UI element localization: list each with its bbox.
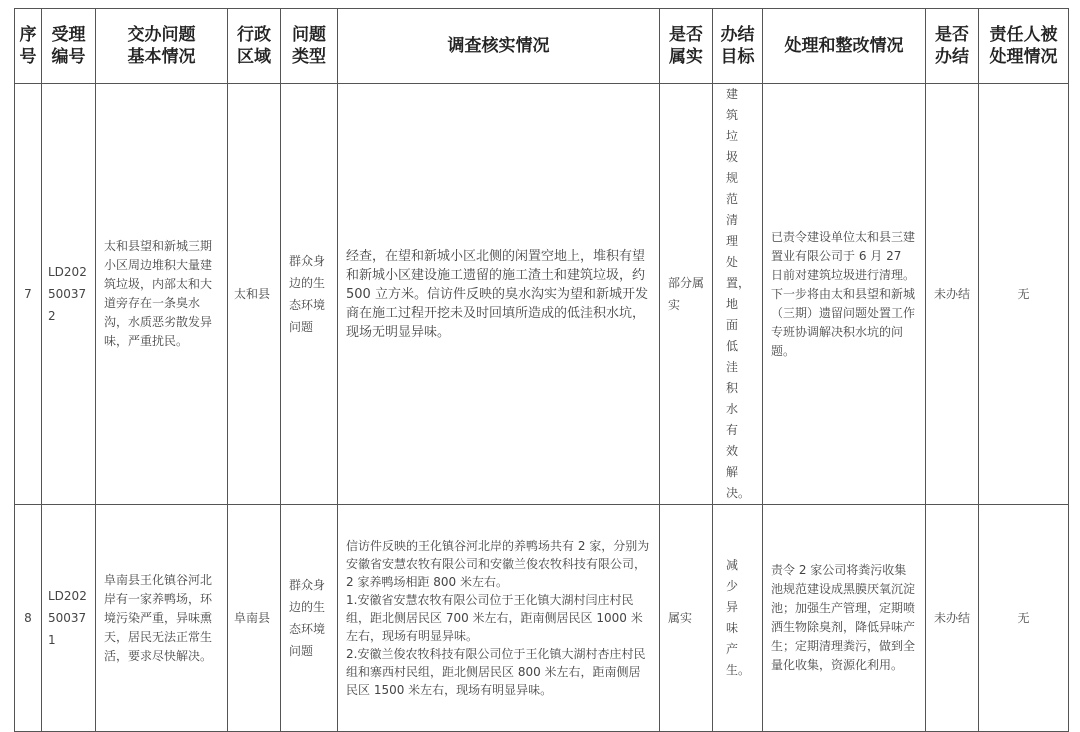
cell-rectification: 已责令建设单位太和县三建置业有限公司于 6 月 27 日前对建筑垃圾进行清理。下一步将由太和县望和新城（三期）遗留问题处置工作专班协调解决积水坑的问题。 — [763, 84, 926, 505]
cell-goal: 建筑垃圾规范清理处置，地面低洼积水有效解决。 — [713, 84, 763, 505]
table-row — [15, 84, 1069, 505]
header-id: 受理编号 — [42, 9, 96, 84]
header-completed: 是否办结 — [926, 9, 979, 84]
cell-completed: 未办结 — [926, 84, 979, 505]
header-row — [15, 9, 1069, 84]
header-goal: 办结目标 — [713, 9, 763, 84]
header-issue: 交办问题基本情况 — [96, 9, 228, 84]
header-region: 行政区域 — [228, 9, 281, 84]
header-punished: 责任人被处理情况 — [979, 9, 1069, 84]
cell-rectification: 责令 2 家公司将粪污收集池规范建设成黑膜厌氧沉淀池；加强生产管理，定期喷洒生物除臭剂，降低异味产生；定期清理粪污，做到全量化收集，资源化利用。 — [763, 505, 926, 732]
cell-completed: 未办结 — [926, 505, 979, 732]
complaint-table — [14, 8, 1069, 732]
cell-type: 群众身边的生态环境问题 — [281, 505, 338, 732]
cell-seq: 7 — [15, 84, 42, 505]
cell-region: 太和县 — [228, 84, 281, 505]
header-investigation: 调查核实情况 — [338, 9, 660, 84]
cell-issue: 太和县望和新城三期小区周边堆积大量建筑垃圾，内部太和大道旁存在一条臭水沟，水质恶劣散发异味，严重扰民。 — [96, 84, 228, 505]
cell-punished: 无 — [979, 84, 1069, 505]
table-row — [15, 505, 1069, 732]
cell-id: LD20250037 1 — [42, 505, 96, 732]
cell-verified: 属实 — [660, 505, 713, 732]
cell-investigation: 经查，在望和新城小区北侧的闲置空地上，堆积有望和新城小区建设施工遗留的施工渣土和建筑垃圾，约 500 立方米。信访件反映的臭水沟实为望和新城开发商在施工过程开挖未及时回填所造成的低洼积水坑，现场无明显异味。 — [338, 84, 660, 505]
cell-seq: 8 — [15, 505, 42, 732]
header-seq: 序号 — [15, 9, 42, 84]
cell-id: LD20250037 2 — [42, 84, 96, 505]
cell-region: 阜南县 — [228, 505, 281, 732]
header-type: 问题类型 — [281, 9, 338, 84]
cell-type: 群众身边的生态环境问题 — [281, 84, 338, 505]
investigation-para: 信访件反映的王化镇谷河北岸的养鸭场共有 2 家，分别为安徽省安慧农牧有限公司和安徽兰俊农牧科技有限公司，2 家养鸭场相距 800 米左右。 — [346, 539, 650, 589]
investigation-para: 1.安徽省安慧农牧有限公司位于王化镇大湖村闫庄村民组，距北侧居民区 700 米左右，距南侧居民区 1000 米左右，现场有明显异味。 — [346, 593, 643, 643]
cell-issue: 阜南县王化镇谷河北岸有一家养鸭场，环境污染严重，异味熏天，居民无法正常生活，要求尽快解决。 — [96, 505, 228, 732]
header-rectification: 处理和整改情况 — [763, 9, 926, 84]
cell-punished: 无 — [979, 505, 1069, 732]
investigation-para: 2.安徽兰俊农牧科技有限公司位于王化镇大湖村杏庄村民组和寨西村民组，距北侧居民区 800 米左右，距南侧居民区 1500 米左右，现场有明显异味。 — [346, 647, 646, 697]
cell-verified: 部分属实 — [660, 84, 713, 505]
header-verified: 是否属实 — [660, 9, 713, 84]
cell-goal: 减少异味产生。 — [713, 505, 763, 732]
cell-investigation — [338, 505, 660, 732]
